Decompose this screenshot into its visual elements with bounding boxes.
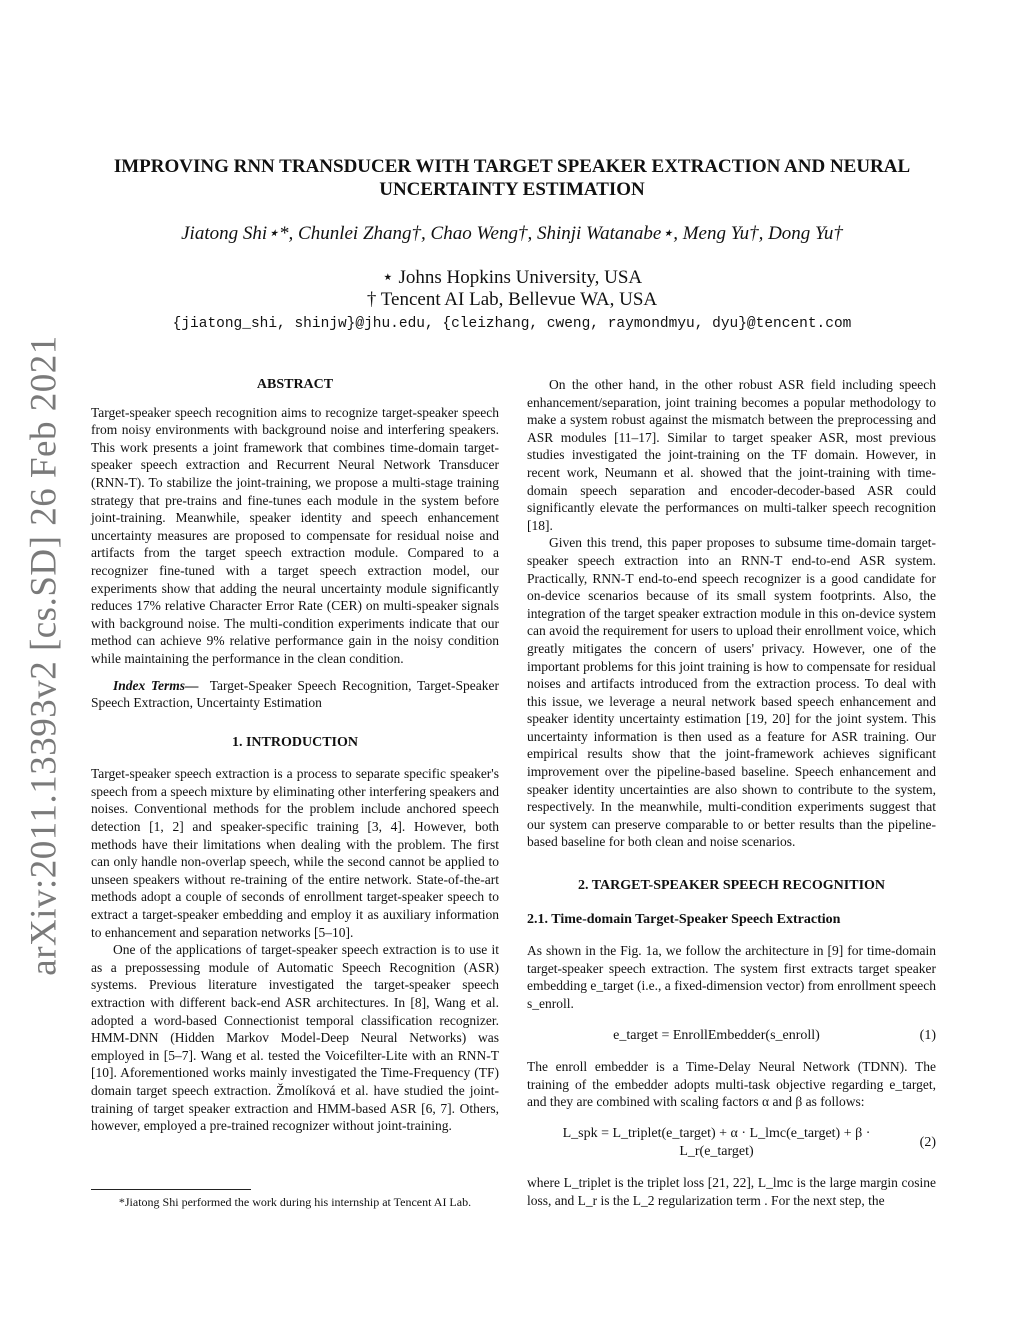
index-terms bbox=[91, 677, 499, 712]
equation-1 bbox=[527, 1027, 936, 1045]
index-terms-text: Target-Speaker Speech Recognition, Target-Speaker Speech Extraction, Uncertainty Estimation bbox=[91, 677, 499, 711]
arxiv-stamp bbox=[16, 334, 72, 976]
abstract-heading: ABSTRACT bbox=[256, 377, 334, 392]
authors: Jiatong Shi⋆*, Chunlei Zhang†, Chao Weng†, Shinji Watanabe⋆, Meng Yu†, Dong Yu† bbox=[181, 223, 843, 244]
equation-1-number: (1) bbox=[919, 1027, 936, 1043]
equation-2 bbox=[527, 1125, 936, 1160]
affiliation-tencent: † Tencent AI Lab, Bellevue WA, USA bbox=[366, 289, 658, 310]
intro-heading: 1. INTRODUCTION bbox=[231, 734, 358, 750]
section-2-1-heading: 2.1. Time-domain Target-Speaker Speech Extraction bbox=[527, 911, 841, 927]
right-paragraph-1: On the other hand, in the other robust ASR field including speech enhancement/separation, joint training becomes a popular methodology to make a system robust against the mismatch between the preprocessing and ASR modules [11–17]. Similar to target speaker ASR, most previous studies investigated the joint-training on the TF domain. However, in recent work, Neumann et al. showed that the joint-training with time-domain speech separation and encoder-decoder-based ASR could significantly elevate the performances on multi-talker speech recognition [18]. bbox=[527, 377, 936, 533]
title-line-1: IMPROVING RNN TRANSDUCER WITH TARGET SPEAKER EXTRACTION AND NEURAL bbox=[113, 156, 911, 177]
intro-paragraph-2: One of the applications of target-speaker speech extraction is to use it as a prepossessing module of Automatic Speech Recognition (ASR) systems. Previous literature investigated the target-speaker speech extraction with different back-end ASR architectures. In [8], Wang et al. adopted a word-based Connectionist temporal classification recognizer. HMM-DNN (Hidden Markov Model-Deep Neural Networks) was employed in [5–7]. Wang et al. tested the Voicefilter-Lite with an RNN-T [10]. Aforementioned works mainly investigated the Time-Frequency (TF) domain target speech extraction. Žmolíková et al. have studied the joint-training of target speaker extraction and HMM-based ASR [6, 7]. Others, however, employed a pre-trained recognizer without joint-training. bbox=[91, 942, 499, 1134]
right-column bbox=[527, 376, 936, 1209]
section-2-1-paragraph-3: where L_triplet is the triplet loss [21, 22], L_lmc is the large margin cosine loss, and L_r is the L_2 regularization term . For the next step, the bbox=[527, 1175, 936, 1208]
arxiv-id: arXiv:2011.13393v2 [cs.SD] 26 Feb 2021 bbox=[23, 334, 65, 976]
title-line-2: UNCERTAINTY ESTIMATION bbox=[379, 179, 645, 200]
paper-title bbox=[80, 155, 944, 201]
affiliation-jhu: ⋆ Johns Hopkins University, USA bbox=[381, 267, 643, 288]
intro-paragraph-1: Target-speaker speech extraction is a process to separate specific speaker's speech from a speech mixture by eliminating other interfering speakers and noises. Conventional methods for the problem include anchored speech detection [1, 2] and speaker-specific training [3, 4]. However, both methods have their limitations when dealing with the problem. The first can only handle non-overlap speech, while the second cannot be applied to unseen speakers without re-training of the entire network. State-of-the-art methods adopt a couple of seconds of enrollment target-speaker speech to extract a target-speaker embedding and employ it as auxiliary information to enhancement and separation networks [5–10]. bbox=[91, 766, 499, 940]
section-2-heading: 2. TARGET-SPEAKER SPEECH RECOGNITION bbox=[577, 878, 886, 894]
index-terms-label: Index Terms— bbox=[113, 677, 199, 693]
equation-2-number: (2) bbox=[919, 1134, 936, 1150]
section-2-1-paragraph-1: As shown in the Fig. 1a, we follow the architecture in [9] for time-domain target-speaker speech extraction. The system first extracts target speaker embedding e_target (i.e., a fixed-dimension vector) from enrollment speech s_enroll. bbox=[527, 943, 936, 1011]
author-emails: {jiatong_shi, shinjw}@jhu.edu, {cleizhang, cweng, raymondmyu, dyu}@tencent.com bbox=[172, 316, 852, 332]
footnote: *Jiatong Shi performed the work during his internship at Tencent AI Lab. bbox=[118, 1195, 472, 1209]
equation-1-body: e_target = EnrollEmbedder(s_enroll) bbox=[613, 1027, 820, 1043]
left-column bbox=[91, 376, 499, 1135]
footnote-rule bbox=[91, 1189, 251, 1190]
equation-2-body: L_spk = L_triplet(e_target) + α · L_lmc(e_target) + β · L_r(e_target) bbox=[562, 1125, 871, 1159]
section-2-1-paragraph-2: The enroll embedder is a Time-Delay Neural Network (TDNN). The training of the embedder adopts multi-task objective regarding e_target, and they are combined with scaling factors α and β as follows: bbox=[527, 1059, 936, 1110]
right-paragraph-2: Given this trend, this paper proposes to subsume time-domain target-speaker speech extraction into an RNN-T end-to-end ASR system. Practically, RNN-T end-to-end speech recognizer is a good candidate for on-device scenarios because of its small system footprints. Also, the integration of the target speaker extraction module in this on-device system can avoid the requirement for users to upload their enrollment voice, which greatly mitigates the concern of users' privacy. However, one of the important problems for this joint training is how to compensate for residual noises and artifacts introduced from the extraction process. To deal with this issue, we leverage a neural network based speech enhancement and speaker identity uncertainty estimation [19, 20] for the joint system. This uncertainty information is then used as a feature for ASR training. Our empirical results show that the joint-framework achieves significant improvement over the pipeline-based baseline. Speech enhancement and speaker identity uncertainties are also shown to contribute to the system, respectively. In the meanwhile, multi-condition experiments suggest that our system can preserve comparable to or better results than the pipeline-based baseline for both clean and noise scenarios. bbox=[527, 535, 936, 850]
abstract-text: Target-speaker speech recognition aims to recognize target-speaker speech from noisy environments with background noise and interfering speakers. This work presents a joint framework that combines time-domain target-speaker speech extraction and Recurrent Neural Network Transducer (RNN-T). To stabilize the joint-training, we propose a multi-stage training strategy that pre-trains and fine-tunes each module in the system before joint-training. Meanwhile, speaker identity and speech enhancement uncertainty measures are proposed to compensate for residual noise and artifacts from the target speech extraction module. Compared to a recognizer fine-tuned with a target speech extraction model, our experiments show that adding the neural uncertainty module significantly reduces 17% relative Character Error Rate (CER) on multi-speaker signals with background noise. The multi-condition experiments indicate that our method can achieve 9% relative performance gain in the noisy condition while maintaining the performance in the clean condition. bbox=[91, 404, 499, 666]
